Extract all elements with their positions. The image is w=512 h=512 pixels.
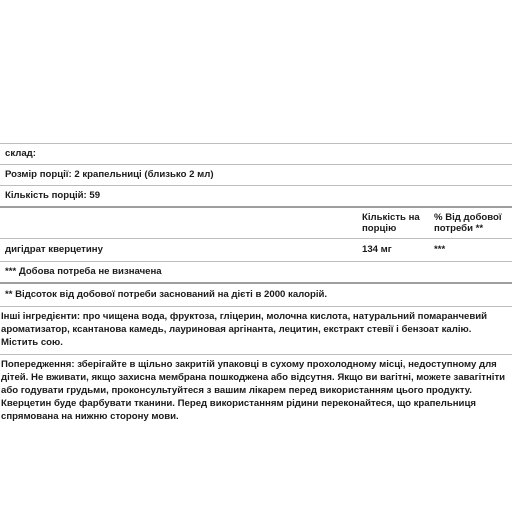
ingredient-amount: 134 мг: [362, 244, 392, 256]
serving-size: Розмір порції: 2 крапельниці (близько 2 мл): [5, 169, 214, 181]
servings-per-container: Кількість порцій: 59: [5, 190, 101, 202]
supplement-facts-panel: [0, 143, 512, 428]
other-ingredients: Інші інгредієнти: про чищена вода, фруктоза, гліцерин, молочна кислота, натуральний помаранчевий ароматизатор, ксантанова камедь, лауриновая аргінанта, лецитин, екстракт стевії і бензоат калію. Містить сою.: [1, 311, 488, 348]
footnote-not-established-row: [0, 262, 512, 282]
table-row: [0, 239, 512, 261]
serving-size-row: [0, 165, 512, 185]
ingredient-name: дигідрат кверцетину: [5, 244, 103, 256]
footnote-daily-value: ** Відсоток від добової потреби заснований на дієті в 2000 калорій.: [5, 289, 328, 301]
header-daily-value: % Від добової потреби **: [434, 211, 502, 234]
header-amount: Кількість на порцію: [362, 211, 420, 234]
warning-text: Попередження: зберігайте в щільно закритій упаковці в сухому прохолодному місці, недоступному для дітей. Не вживати, якщо захисна мембрана пошкоджена або відсутня. Якщо ви вагітні, можете завагітніти або годувати грудьми, проконсультуйтеся з вашим лікарем перед використанням цього продукту. Кверцетин буде фарбувати тканини. Перед використанням рідини переконайтеся, що крапельниця спрямована на нижню сторону мови.: [1, 358, 506, 422]
facts-title-row: [0, 144, 512, 164]
ingredient-daily-value: ***: [434, 244, 446, 256]
servings-per-container-row: [0, 186, 512, 206]
facts-title: склад:: [5, 148, 36, 160]
footnote-daily-value-row: [0, 284, 512, 306]
facts-table-header: [0, 208, 512, 238]
footnote-not-established: *** Добова потреба не визначена: [5, 266, 162, 278]
